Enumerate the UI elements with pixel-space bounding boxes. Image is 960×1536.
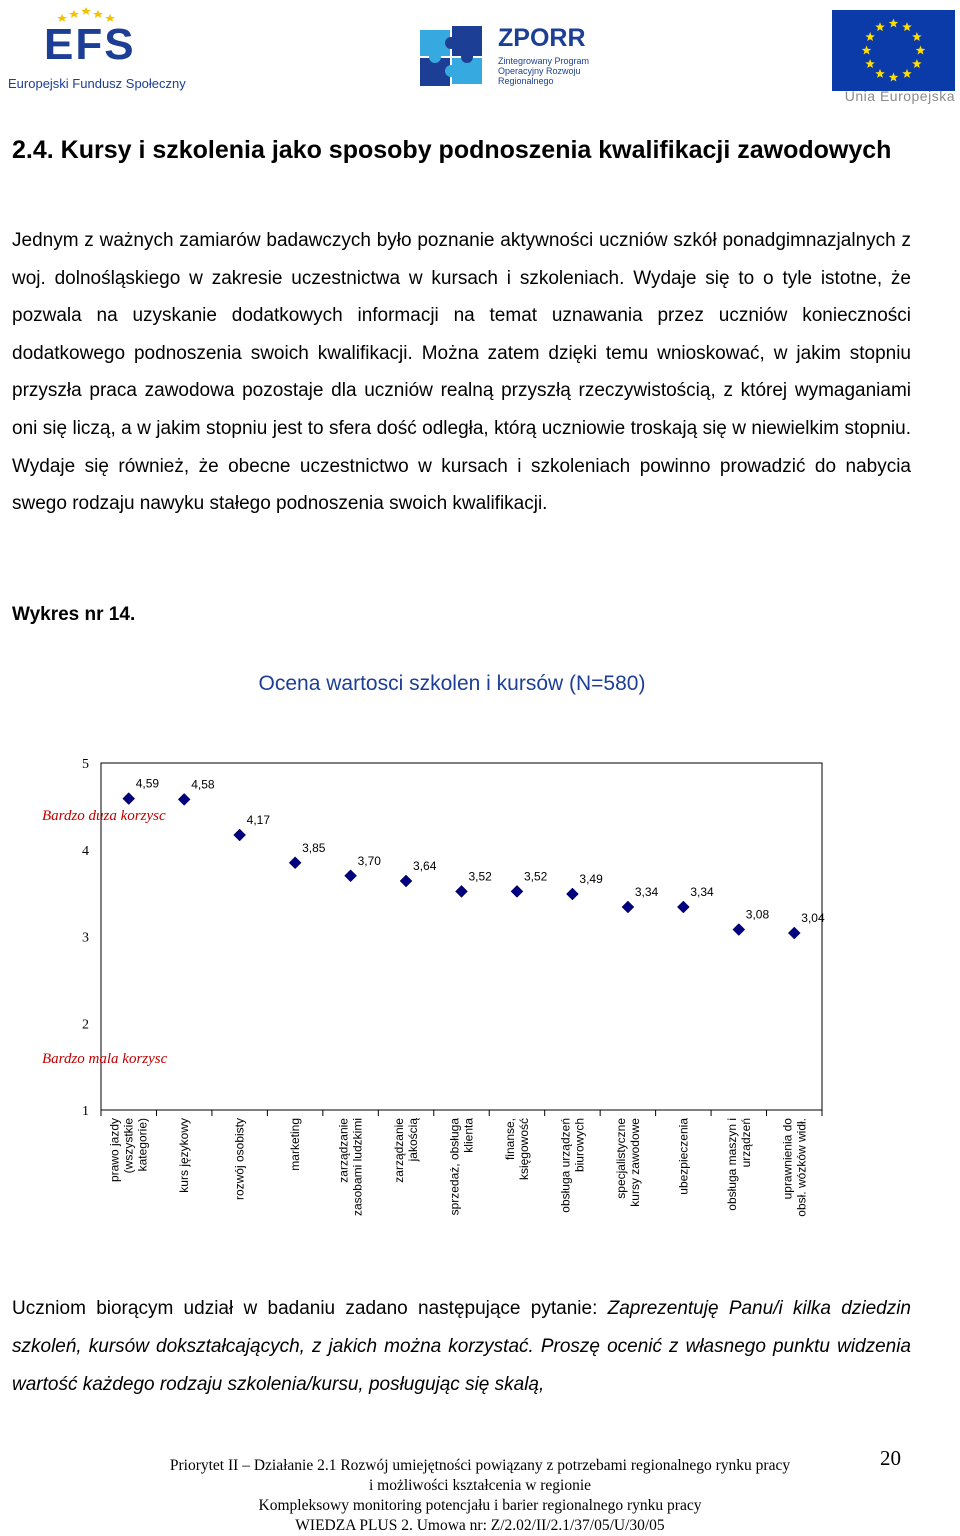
- efs-logo-letters: EFS: [44, 20, 136, 69]
- page-number: 20: [880, 1446, 901, 1470]
- category-label-line: marketing: [288, 1118, 303, 1171]
- puzzle-icon: [418, 24, 488, 88]
- data-point: [234, 829, 246, 841]
- category-label-line: (wszystkie: [121, 1118, 136, 1174]
- category-label: [448, 1118, 476, 1216]
- footer-line-3: Kompleksowy monitoring potencjału i barier regionalnego rynku pracy: [258, 1497, 702, 1514]
- y-tick-label: 3: [82, 930, 89, 946]
- zporr-subtitle: Zintegrowany Program Operacyjny Rozwoju Regionalnego: [498, 56, 590, 86]
- category-label-line: obsługa maszyn i: [724, 1118, 739, 1211]
- y-tick-label: 1: [82, 1104, 89, 1119]
- category-label-line: klienta: [461, 1118, 476, 1153]
- data-label: 3,49: [579, 871, 603, 886]
- category-label-line: zarządzanie: [392, 1118, 407, 1183]
- eu-star-icon: [916, 46, 926, 55]
- category-label: [676, 1118, 690, 1195]
- data-label: 3,34: [634, 885, 659, 900]
- question-lead: Uczniom biorącym udział w badaniu zadano następujące pytanie: [12, 1298, 593, 1319]
- rating-chart: [0, 740, 960, 1240]
- category-label-line: kursy zawodowe: [627, 1118, 642, 1207]
- category-label-line: rozwój osobisty: [232, 1118, 247, 1201]
- footer-line-4: WIEDZA PLUS 2. Umowa nr: Z/2.02/II/2.1/37/05/U/30/05: [295, 1517, 665, 1534]
- footer-line-1: Priorytet II – Działanie 2.1 Rozwój umiejętności powiązany z potrzebami regionalnego rynku pracy: [169, 1457, 791, 1474]
- category-label-line: biurowych: [572, 1118, 587, 1173]
- question-paragraph: [12, 1290, 911, 1404]
- zporr-name: ZPORR: [498, 24, 586, 52]
- eu-star-icon: [912, 59, 922, 68]
- data-label: 4,58: [191, 777, 215, 792]
- category-label-line: kurs językowy: [177, 1118, 192, 1193]
- category-label-line: uprawnienia do: [780, 1118, 795, 1200]
- eu-star-icon: [912, 32, 922, 41]
- data-label: 3,08: [745, 907, 770, 922]
- data-point: [733, 924, 745, 936]
- category-label-line: urządzeń: [738, 1118, 753, 1168]
- eu-star-icon: [875, 69, 885, 78]
- eu-star-icon: [875, 22, 885, 31]
- category-label-line: sprzedaż, obsługa: [447, 1118, 462, 1216]
- chart-label: Wykres nr 14.: [12, 604, 136, 625]
- plot-area: [101, 763, 822, 1110]
- data-label: 3,34: [690, 885, 714, 900]
- category-label: [725, 1118, 753, 1211]
- eu-caption: Unia Europejska: [844, 88, 955, 104]
- category-label-line: finanse,: [502, 1118, 517, 1161]
- category-label: [780, 1118, 808, 1217]
- category-label: [503, 1118, 531, 1180]
- data-point: [622, 901, 634, 913]
- category-label-line: obsługa urządzeń: [558, 1118, 573, 1213]
- data-point: [289, 857, 301, 869]
- data-point: [345, 870, 357, 882]
- data-point: [788, 927, 800, 939]
- category-label-line: jakością: [406, 1118, 421, 1162]
- category-label-line: prawo jazdy: [107, 1118, 122, 1183]
- eu-star-icon: [862, 46, 872, 55]
- category-label: [177, 1118, 191, 1193]
- data-label: 3,64: [413, 858, 437, 873]
- efs-caption: Europejski Fundusz Społeczny: [8, 76, 186, 91]
- footer-line-2: i możliwości kształcenia w regionie: [368, 1477, 592, 1494]
- question-colon: :: [592, 1298, 598, 1319]
- category-label-line: ubezpieczenia: [676, 1118, 691, 1195]
- zporr-logo: [418, 20, 598, 92]
- annotation-label: Bardzo mala korzysc: [42, 1050, 168, 1067]
- eu-star-icon: [902, 22, 912, 31]
- eu-flag-icon: [832, 10, 955, 91]
- category-label-line: kategorie): [135, 1118, 150, 1172]
- data-label: 3,52: [523, 869, 548, 884]
- section-title: 2.4. Kursy i szkolenia jako sposoby podnoszenia kwalifikacji zawodowych: [12, 136, 892, 164]
- data-point: [400, 875, 412, 887]
- data-point: [677, 901, 689, 913]
- data-label: 4,17: [246, 813, 271, 828]
- chart-title: Ocena wartosci szkolen i kursów (N=580): [258, 672, 646, 695]
- data-point: [511, 885, 523, 897]
- data-label: 4,59: [135, 776, 160, 791]
- y-tick-label: 5: [82, 757, 89, 772]
- category-label: [288, 1118, 302, 1171]
- category-label-line: zarządzanie: [336, 1118, 351, 1183]
- category-label-line: zasobami ludzkimi: [350, 1118, 365, 1217]
- category-label: [337, 1118, 365, 1216]
- data-point: [123, 793, 135, 805]
- eu-star-icon: [889, 19, 899, 28]
- eu-star-icon: [865, 59, 875, 68]
- category-label: [233, 1118, 247, 1200]
- data-label: 3,85: [302, 840, 326, 855]
- category-label: [558, 1118, 586, 1213]
- intro-paragraph: Jednym z ważnych zamiarów badawczych było poznanie aktywności uczniów szkół ponadgimnazjalnych z woj. dolnośląskiego w zakresie uczestnictwa w kursach i szkoleniach. Wydaje się to o tyle istotne, że pozwala na uzyskanie dodatkowych informacji na temat uznawania przez uczniów konieczności dodatkowego podnoszenia swoich kwalifikacji. Można zatem dzięki temu wnioskować, w jakim stopniu przyszła praca zawodowa pozostaje dla uczniów realną przyszłą rzeczywistością, z której wymaganiami oni się liczą, a w jakim stopniu jest to sfera dość odległa, którą uczniowie troskają się w niewielkim stopniu. Wydaje się również, że obecne uczestnictwo w kursach i szkoleniach powinno prowadzić do nabycia swego rodzaju nawyku stałego podnoszenia swoich kwalifikacji.: [12, 230, 911, 515]
- category-label: [108, 1118, 150, 1182]
- eu-star-icon: [889, 73, 899, 82]
- eu-star-icon: [865, 32, 875, 41]
- data-label: 3,52: [468, 869, 492, 884]
- data-point: [566, 888, 578, 900]
- data-point: [178, 793, 190, 805]
- category-label-line: specjalistyczne: [613, 1118, 628, 1199]
- footer: [0, 1456, 960, 1534]
- data-label: 3,04: [801, 911, 825, 926]
- category-label-line: obsł. wózków widł.: [794, 1118, 809, 1217]
- y-tick-label: 4: [82, 843, 89, 859]
- category-label: [614, 1118, 642, 1207]
- category-label-line: księgowość: [516, 1118, 531, 1181]
- y-tick-label: 2: [82, 1017, 89, 1033]
- question-italic: Zaprezentuję Panu/i kilka dziedzin szkoleń, kursów dokształcających, z jakich można korzystać. Proszę ocenić z własnego punktu widzenia wartość każdego rodzaju szkolenia/kursu, posługując się skalą,: [12, 1298, 911, 1395]
- data-point: [456, 885, 468, 897]
- annotation-label: Bardzo duza korzysc: [42, 808, 166, 825]
- data-label: 3,70: [357, 853, 381, 868]
- category-label: [392, 1118, 420, 1183]
- eu-star-icon: [902, 69, 912, 78]
- efs-logo: [8, 6, 186, 96]
- eu-stars-icon: [832, 10, 955, 91]
